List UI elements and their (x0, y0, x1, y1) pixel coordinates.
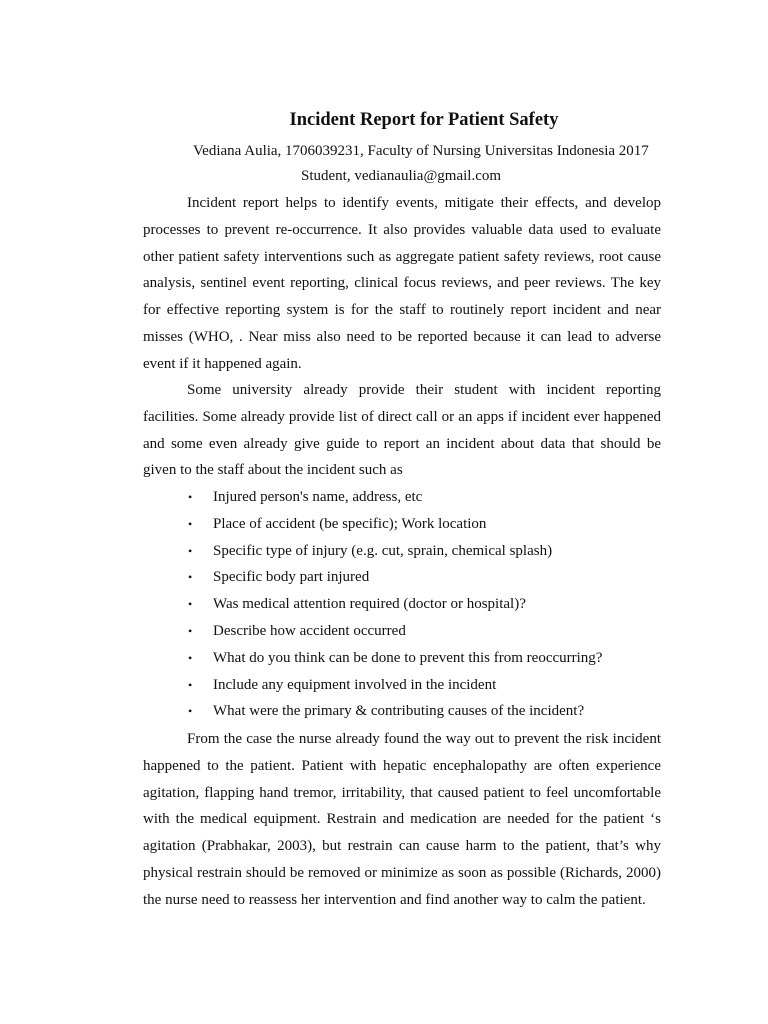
bullet-icon: • (188, 623, 193, 638)
bullet-icon: • (188, 516, 193, 531)
list-item-text: Specific body part injured (213, 569, 370, 586)
bullet-icon: • (188, 543, 193, 558)
bullet-icon: • (188, 704, 193, 719)
list-item-text: What were the primary & contributing causes of the incident? (213, 703, 585, 720)
bullet-icon: • (188, 677, 193, 692)
paragraph-intro: Incident report helps to identify events, mitigate their effects, and develop processes to prevent re-occurrence. It also provides valuable data used to evaluate other patient safety interventions such as aggregate patient safety reviews, root cause analysis, sentinel event reporting, clinical focus reviews, and peer reviews. The key for effective reporting system is for the staff to routinely report incident and near misses (WHO, . Near miss also need to be reported because it can lead to adverse event if it happened again. (143, 195, 661, 372)
document-title: Incident Report for Patient Safety (289, 110, 559, 130)
list-item-text: Specific type of injury (e.g. cut, sprain, chemical splash) (213, 542, 553, 559)
list-item-text: What do you think can be done to prevent this from reoccurring? (213, 649, 603, 666)
bullet-icon: • (188, 490, 193, 504)
bullet-icon: • (188, 570, 193, 585)
bullet-icon: • (188, 597, 193, 612)
paragraph-university: Some university already provide their student with incident reporting facilities. Some already provide list of direct call or an apps if incident ever happened and some even already give guide to report an incident about data that should be given to the staff about the incident such as (143, 382, 661, 479)
paragraph-case: From the case the nurse already found the way out to prevent the risk incident happened to the patient. Patient with hepatic encephalopathy are often experience agitation, flapping hand tremor, irritability, that caused patient to feel uncomfortable with the medical equipment. Restrain and medication are needed for the patient ‘s agitation (Prabhakar, 2003), but restrain can cause harm to the patient, that’s why physical restrain should be removed or minimize as soon as possible (Richards, 2000) the nurse need to reassess her intervention and find another way to calm the patient. (143, 731, 661, 908)
contact-line: Student, vedianaulia@gmail.com (301, 168, 502, 184)
list-item-text: Describe how accident occurred (213, 622, 406, 639)
list-item-text: Was medical attention required (doctor or hospital)? (213, 596, 526, 613)
list-item-text: Place of accident (be specific); Work location (213, 515, 487, 532)
author-line: Vediana Aulia, 1706039231, Faculty of Nursing Universitas Indonesia 2017 (193, 143, 649, 159)
list-item-text: Injured person's name, address, etc (213, 489, 423, 505)
list-item-text: Include any equipment involved in the incident (213, 676, 497, 693)
bullet-icon: • (188, 650, 193, 665)
